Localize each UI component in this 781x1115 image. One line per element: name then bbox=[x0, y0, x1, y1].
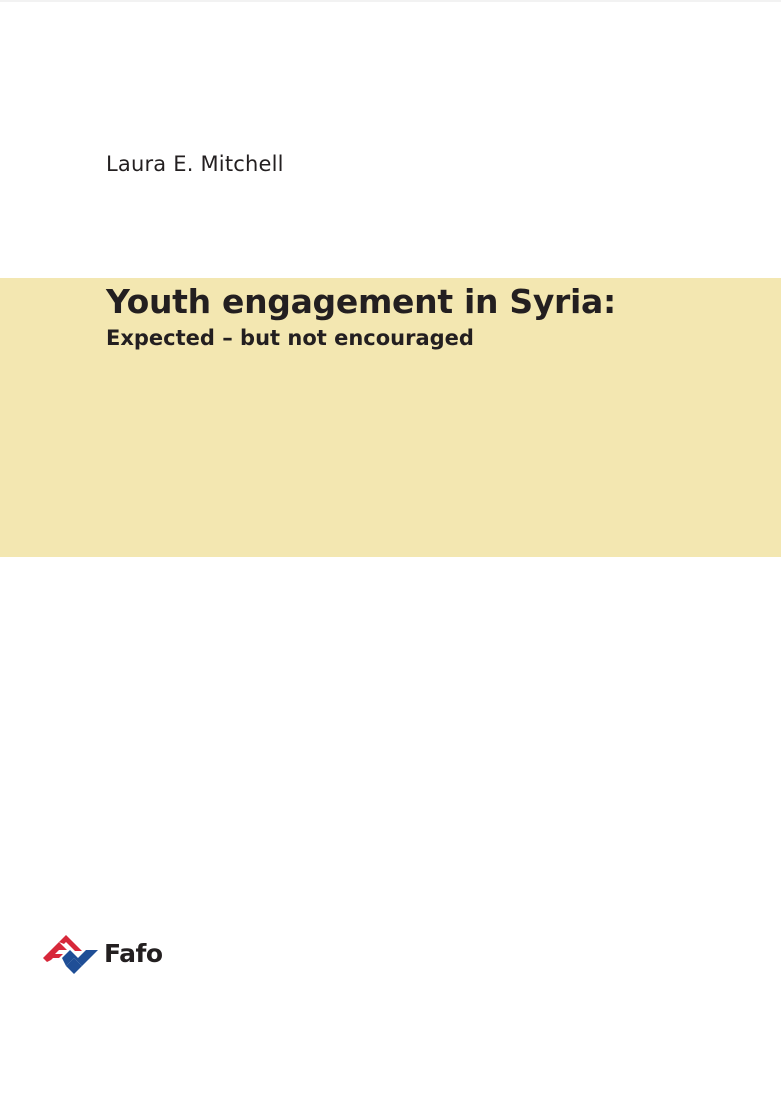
publisher-name: Fafo bbox=[104, 939, 163, 968]
fafo-logo-icon bbox=[42, 934, 100, 976]
publisher-logo bbox=[42, 934, 182, 978]
report-title: Youth engagement in Syria: bbox=[106, 282, 616, 321]
report-subtitle: Expected – but not encouraged bbox=[106, 326, 474, 350]
top-edge-rule bbox=[0, 0, 781, 2]
author-name: Laura E. Mitchell bbox=[106, 152, 284, 176]
